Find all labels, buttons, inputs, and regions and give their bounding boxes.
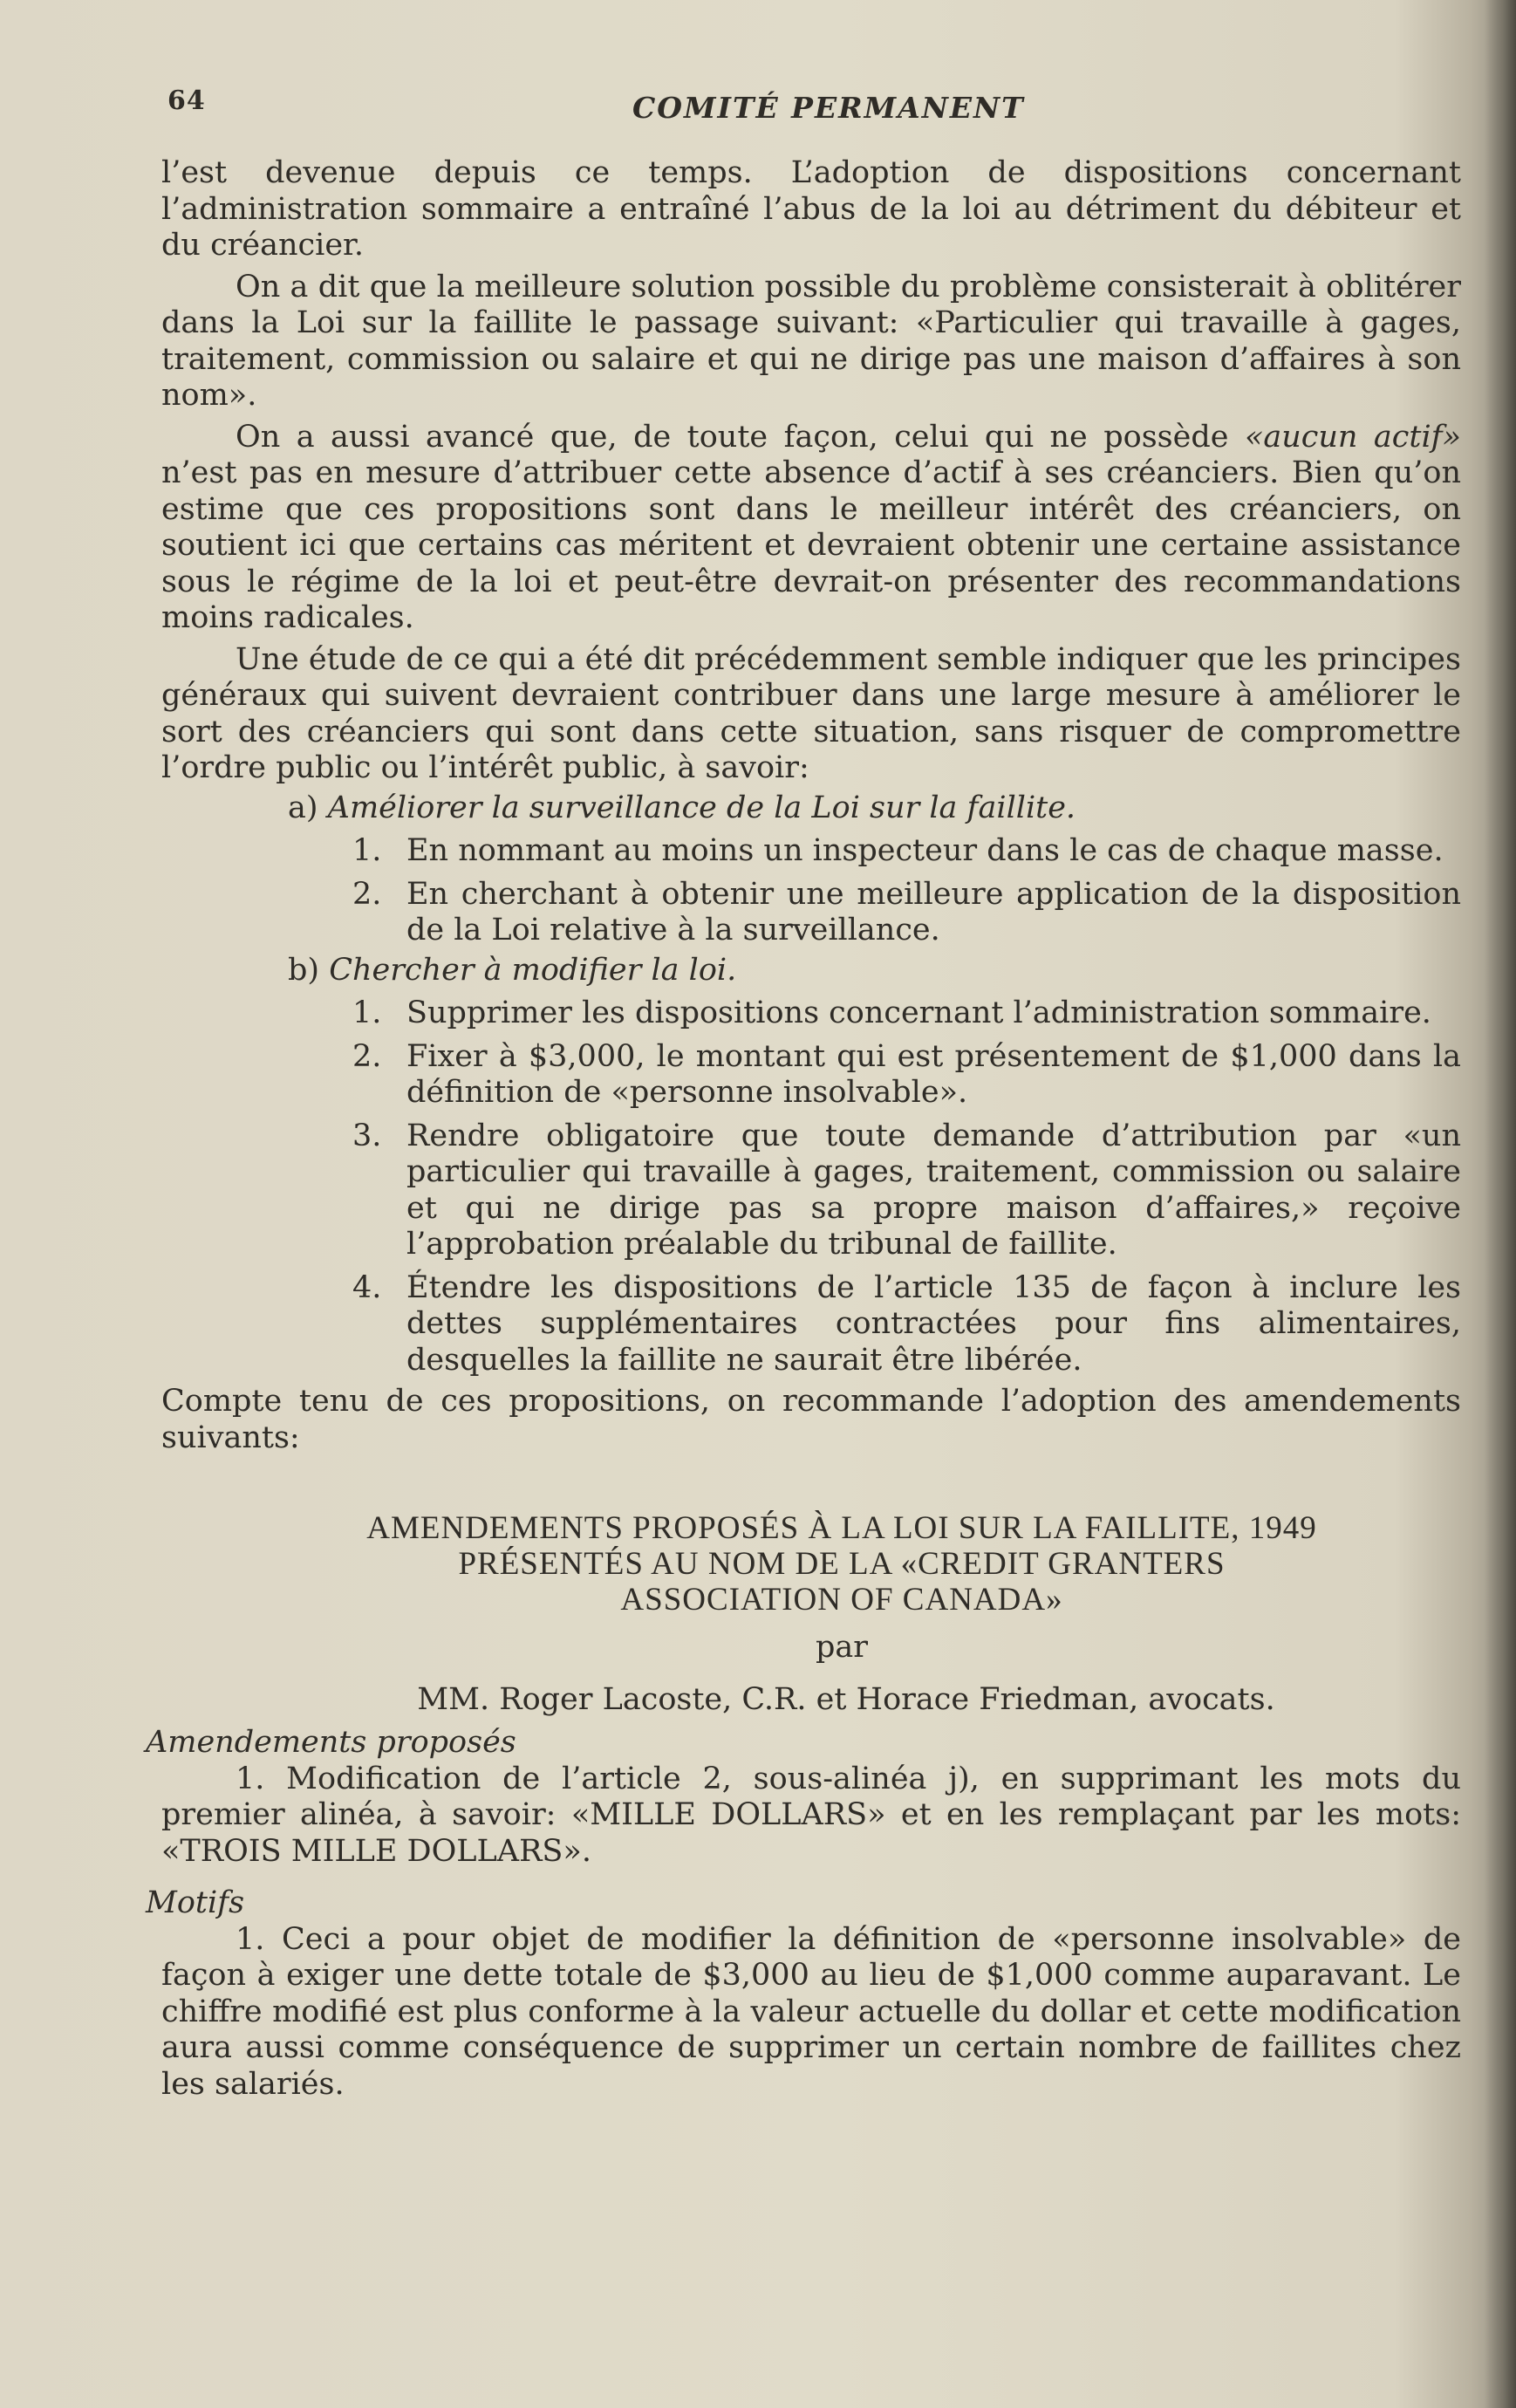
amendment-1: 1. Modification de l’article 2, sous-alinéa j), en supprimant les mots du premier alinéa, à savoir: «MILLE DOLLARS» et en les remplaçant par les mots: «TROIS MILLE DOLLARS». (161, 1761, 1461, 1869)
list-item-text: Étendre les dispositions de l’article 135 de façon à inclure les dettes supplémentaires contractées pour fins alimentaires, desquelles la faillite ne saurait être libérée. (406, 1269, 1461, 1378)
section-heading-line-1: AMENDEMENTS PROPOSÉS À LA LOI SUR LA FAILLITE, 1949 (366, 1510, 1317, 1546)
paragraph-no-assets-part-a: On a aussi avancé que, de toute façon, celui qui ne possède (236, 419, 1245, 455)
motif-1: 1. Ceci a pour objet de modifier la définition de «personne insolvable» de façon à exiger une dette totale de $3,000 au lieu de $1,000 comme auparavant. Le chiffre modifié est plus conforme à la valeur actuelle du dollar et cette modification aura aussi comme conséquence de supprimer un certain nombre de faillites chez les salariés. (161, 1921, 1461, 2102)
list-item-number: 1. (352, 833, 382, 868)
list-item-text: Fixer à $3,000, le montant qui est présentement de $1,000 dans la définition de «personne insolvable». (406, 1038, 1461, 1110)
book-spine-shadow (1485, 0, 1516, 2408)
emphasis-no-assets: «aucun actif» (1244, 419, 1462, 455)
byline-par: par (815, 1630, 868, 1665)
list-item-text: Rendre obligatoire que toute demande d’attribution par «un particulier qui travaille à gages, traitement, commission ou salaire et qui ne dirige pas sa propre maison d’affaires,» reçoive l’approbation préalable du tribunal de faillite. (406, 1118, 1461, 1262)
byline-authors: MM. Roger Lacoste, C.R. et Horace Friedman, avocats. (417, 1681, 1275, 1717)
page-number: 64 (167, 86, 206, 116)
list-item (352, 1039, 1461, 1112)
list-item-text: En cherchant à obtenir une meilleure application de la disposition de la Loi relative à la surveillance. (406, 876, 1461, 947)
list-item-text: En nommant au moins un inspecteur dans le cas de chaque masse. (406, 833, 1444, 868)
amendments-title: Amendements proposés (146, 1725, 516, 1760)
list-item (352, 833, 1461, 870)
point-a-title: Améliorer la surveillance de la Loi sur la faillite. (327, 790, 1076, 825)
motifs-title: Motifs (146, 1885, 245, 1920)
list-item (352, 1270, 1461, 1379)
point-b-marker: b) (288, 952, 320, 988)
paragraph-solution: On a dit que la meilleure solution possible du problème consisterait à oblitérer dans la Loi sur la faillite le passage suivant: «Particulier qui travaille à gages, traitement, commission ou salaire et qui ne dirige pas une maison d’affaires à son nom». (161, 269, 1461, 413)
page-body (146, 155, 1462, 2103)
running-head: COMITÉ PERMANENT (632, 91, 1025, 125)
point-b-title: Chercher à modifier la loi. (329, 952, 737, 988)
point-b (288, 953, 1461, 989)
list-item-number: 3. (352, 1118, 382, 1153)
section-heading (222, 1510, 1461, 1618)
point-a (288, 790, 1461, 827)
list-item-number: 1. (352, 995, 382, 1030)
paragraph-no-assets-part-b: n’est pas en mesure d’attribuer cette absence d’actif à ses créanciers. Bien qu’on estime que ces propositions sont dans le meilleur intérêt des créanciers, on soutient ici que certains cas méritent et devraient obtenir une certaine assistance sous le régime de la loi et peut-être devrait-on présenter des recommandations moins radicales. (161, 455, 1461, 635)
paragraph-principles: Une étude de ce qui a été dit précédemment semble indiquer que les principes généraux qui suivent devraient contribuer dans une large mesure à améliorer le sort des créanciers qui sont dans cette situation, sans risquer de compromettre l’ordre public ou l’intérêt public, à savoir: (161, 641, 1461, 785)
point-a-marker: a) (288, 790, 318, 825)
list-item (352, 877, 1461, 949)
section-heading-line-2: PRÉSENTÉS AU NOM DE LA «CREDIT GRANTERS (458, 1546, 1226, 1582)
paragraph-no-assets (161, 420, 1461, 637)
list-item-number: 4. (352, 1269, 382, 1305)
list-item (352, 1118, 1461, 1263)
paragraph-continuation: l’est devenue depuis ce temps. L’adoption de dispositions concernant l’administration sommaire a entraîné l’abus de la loi au détriment du débiteur et du créancier. (161, 155, 1461, 263)
list-item-number: 2. (352, 876, 382, 912)
list-item (352, 995, 1461, 1032)
list-item-number: 2. (352, 1038, 382, 1074)
section-heading-line-3: ASSOCIATION OF CANADA» (620, 1582, 1063, 1618)
list-item-text: Supprimer les dispositions concernant l’administration sommaire. (406, 995, 1431, 1030)
paragraph-conclusion: Compte tenu de ces propositions, on recommande l’adoption des amendements suivants: (161, 1384, 1461, 1455)
